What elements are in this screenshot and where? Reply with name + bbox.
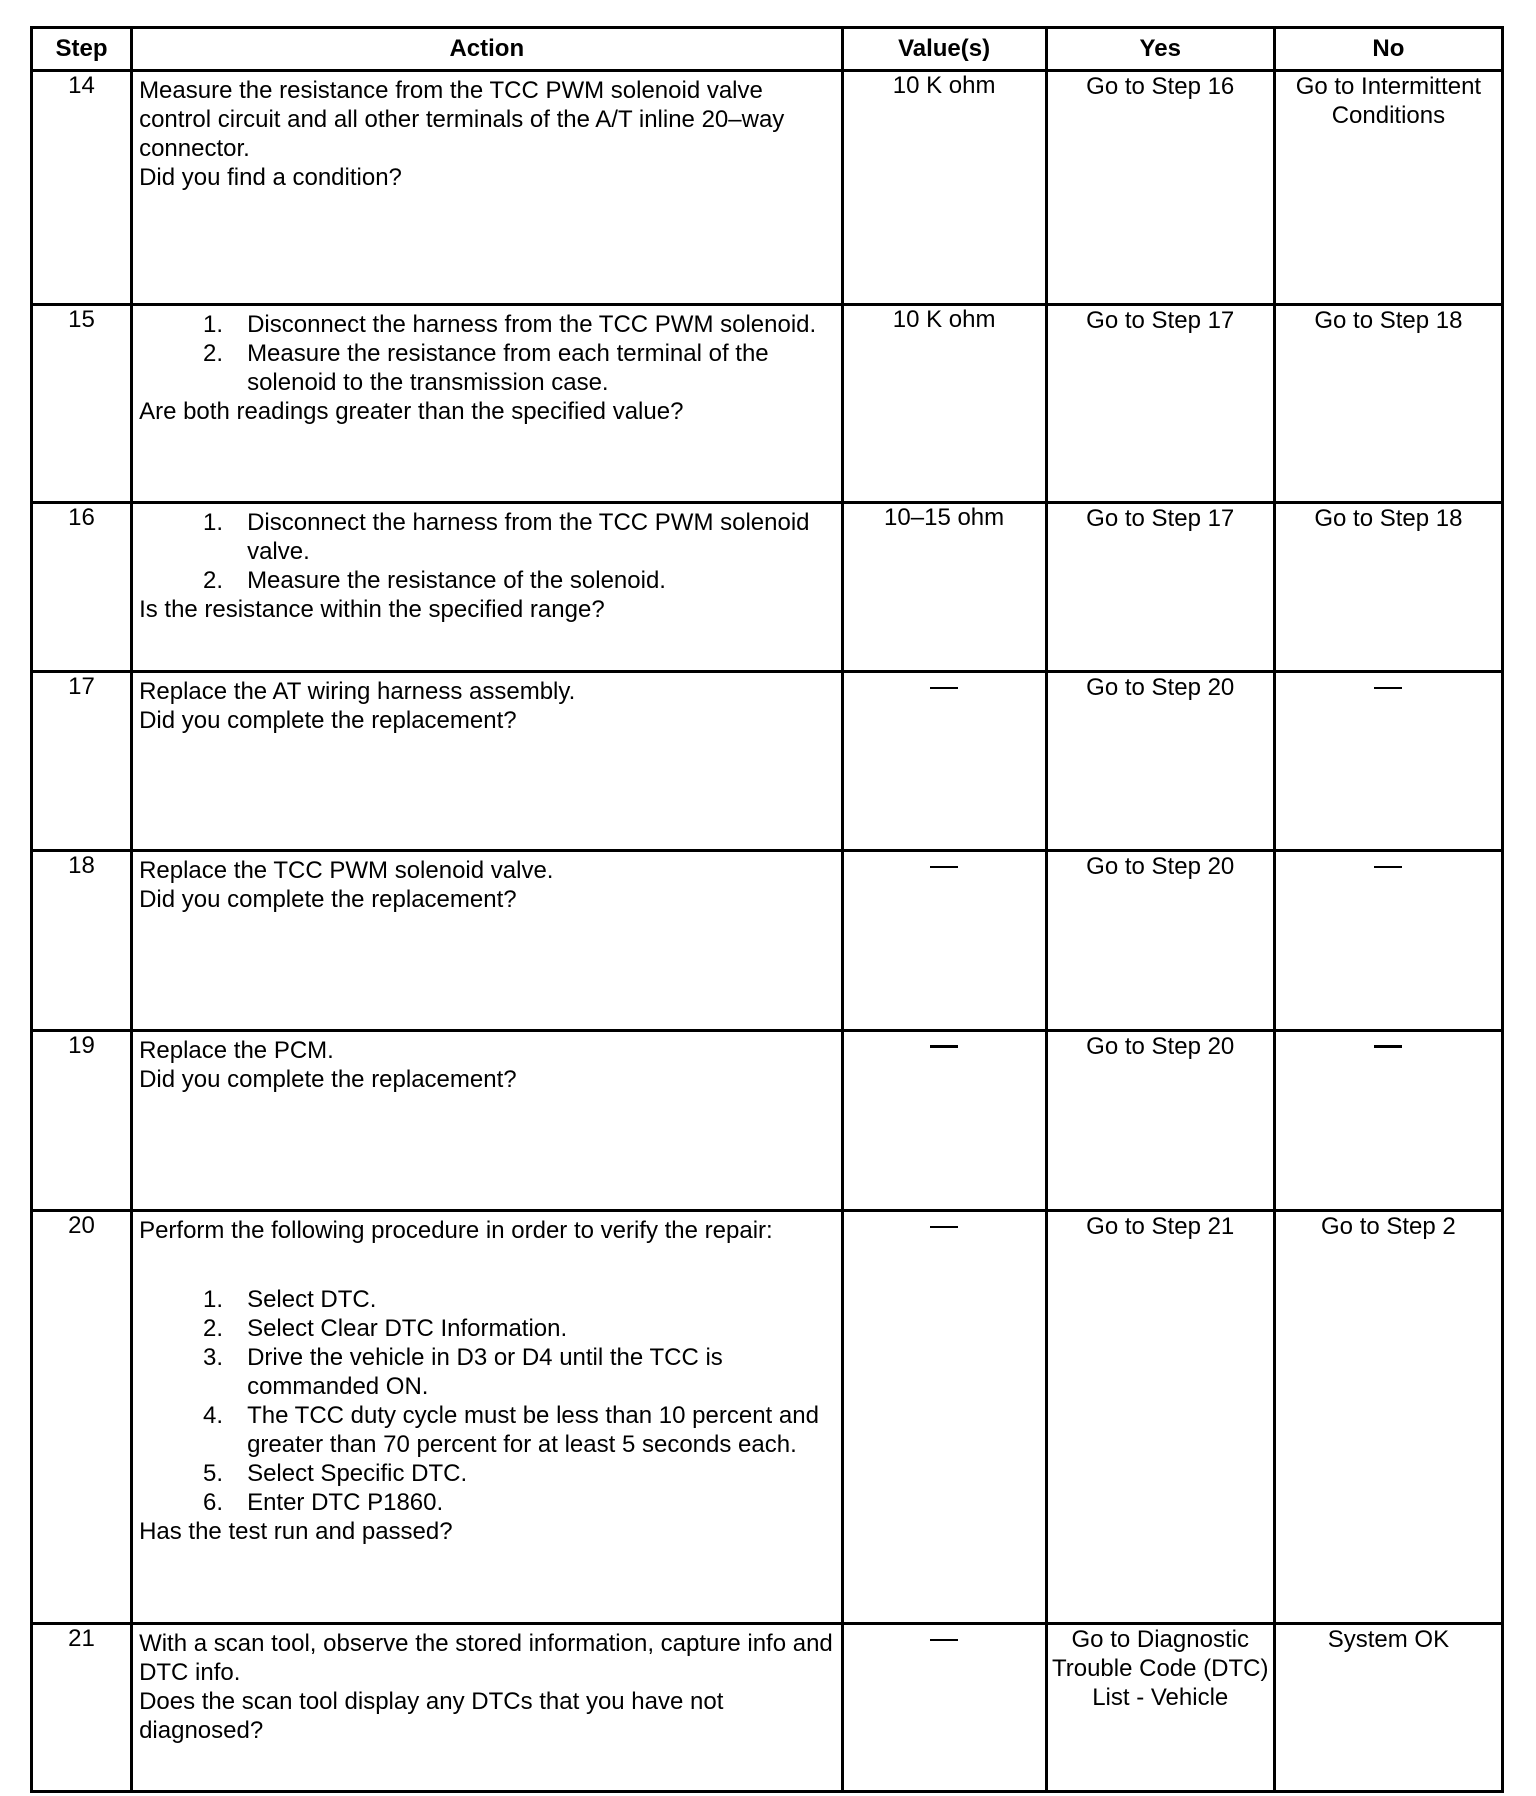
header-step: Step (32, 28, 132, 71)
procedure-list (139, 508, 834, 595)
value-cell: 10 K ohm (842, 305, 1046, 503)
dash-icon (930, 1045, 958, 1048)
list-item: 1. Disconnect the harness from the TCC PWM solenoid valve. (203, 509, 810, 565)
table-row (32, 672, 1503, 851)
dash-icon (930, 1639, 958, 1641)
step-number: 14 (32, 71, 132, 305)
step-number: 18 (32, 851, 132, 1031)
no-link[interactable]: Go to Step 2 (1274, 1211, 1502, 1624)
action-cell (132, 71, 842, 305)
list-item: 1. Disconnect the harness from the TCC PWM solenoid. (203, 311, 817, 338)
action-question: Is the resistance within the specified range? (139, 596, 605, 623)
no-cell (1274, 672, 1502, 851)
procedure-list (139, 310, 834, 397)
list-item: 1. Select DTC. (203, 1286, 377, 1313)
no-link[interactable]: Go to Step 18 (1274, 503, 1502, 672)
dash-icon (930, 1226, 958, 1228)
action-cell (132, 1624, 842, 1792)
action-question: Did you complete the replacement? (139, 707, 517, 734)
list-item: 2. Measure the resistance of the solenoid. (203, 567, 666, 594)
step-number: 17 (32, 672, 132, 851)
dash-icon (1374, 1045, 1402, 1048)
action-text: Measure the resistance from the TCC PWM solenoid valve control circuit and all other terminals of the A/T inline 20–way connector. (139, 77, 785, 162)
list-item: 2. Select Clear DTC Information. (203, 1315, 568, 1342)
table-row (32, 503, 1503, 672)
action-text: Replace the TCC PWM solenoid valve. (139, 857, 554, 884)
list-item: 5. Select Specific DTC. (203, 1460, 468, 1487)
dash-icon (930, 687, 958, 689)
yes-link[interactable]: Go to Step 20 (1046, 851, 1274, 1031)
header-values: Value(s) (842, 28, 1046, 71)
action-text: Replace the AT wiring harness assembly. (139, 678, 576, 705)
action-question: Did you complete the replacement? (139, 1066, 517, 1093)
table-row (32, 1031, 1503, 1211)
no-link[interactable]: Go to Intermittent Conditions (1274, 71, 1502, 305)
table-row (32, 71, 1503, 305)
yes-link[interactable]: Go to Step 16 (1046, 71, 1274, 305)
step-number: 20 (32, 1211, 132, 1624)
procedure-list (139, 1285, 834, 1517)
dash-icon (1374, 866, 1402, 868)
list-item: 2. Measure the resistance from each terminal of the solenoid to the transmission case. (203, 340, 769, 396)
action-question: Did you find a condition? (139, 164, 402, 191)
header-no: No (1274, 28, 1502, 71)
value-cell (842, 851, 1046, 1031)
action-cell (132, 672, 842, 851)
diagnostic-table (30, 26, 1504, 1793)
yes-link[interactable]: Go to Step 17 (1046, 503, 1274, 672)
action-question: Did you complete the replacement? (139, 886, 517, 913)
action-text: With a scan tool, observe the stored information, capture info and DTC info. (139, 1630, 833, 1686)
action-cell (132, 851, 842, 1031)
no-link[interactable]: System OK (1274, 1624, 1502, 1792)
action-question: Are both readings greater than the specified value? (139, 398, 684, 425)
no-link[interactable]: Go to Step 18 (1274, 305, 1502, 503)
yes-link[interactable]: Go to Step 20 (1046, 672, 1274, 851)
action-text: Perform the following procedure in order to verify the repair: (139, 1217, 773, 1244)
action-cell (132, 1031, 842, 1211)
value-cell (842, 1211, 1046, 1624)
yes-link[interactable]: Go to Step 20 (1046, 1031, 1274, 1211)
action-cell (132, 503, 842, 672)
step-number: 15 (32, 305, 132, 503)
dash-icon (930, 866, 958, 868)
value-cell (842, 1031, 1046, 1211)
value-cell (842, 1624, 1046, 1792)
action-text: Replace the PCM. (139, 1037, 334, 1064)
header-action: Action (132, 28, 842, 71)
step-number: 21 (32, 1624, 132, 1792)
table-row (32, 851, 1503, 1031)
yes-link[interactable]: Go to Step 21 (1046, 1211, 1274, 1624)
action-question: Does the scan tool display any DTCs that you have not diagnosed? (139, 1688, 724, 1744)
header-yes: Yes (1046, 28, 1274, 71)
no-cell (1274, 851, 1502, 1031)
step-number: 16 (32, 503, 132, 672)
action-cell (132, 305, 842, 503)
dash-icon (1374, 687, 1402, 689)
action-question: Has the test run and passed? (139, 1518, 453, 1545)
yes-link[interactable]: Go to Diagnostic Trouble Code (DTC) List - Vehicle (1046, 1624, 1274, 1792)
header-row (32, 28, 1503, 71)
table-row (32, 1624, 1503, 1792)
action-cell (132, 1211, 842, 1624)
no-cell (1274, 1031, 1502, 1211)
table-row (32, 305, 1503, 503)
table-row (32, 1211, 1503, 1624)
step-number: 19 (32, 1031, 132, 1211)
yes-link[interactable]: Go to Step 17 (1046, 305, 1274, 503)
value-cell (842, 672, 1046, 851)
list-item: 4. The TCC duty cycle must be less than 10 percent and greater than 70 percent for at least 5 seconds each. (203, 1402, 819, 1458)
list-item: 6. Enter DTC P1860. (203, 1489, 444, 1516)
value-cell: 10 K ohm (842, 71, 1046, 305)
value-cell: 10–15 ohm (842, 503, 1046, 672)
list-item: 3. Drive the vehicle in D3 or D4 until the TCC is commanded ON. (203, 1344, 723, 1400)
